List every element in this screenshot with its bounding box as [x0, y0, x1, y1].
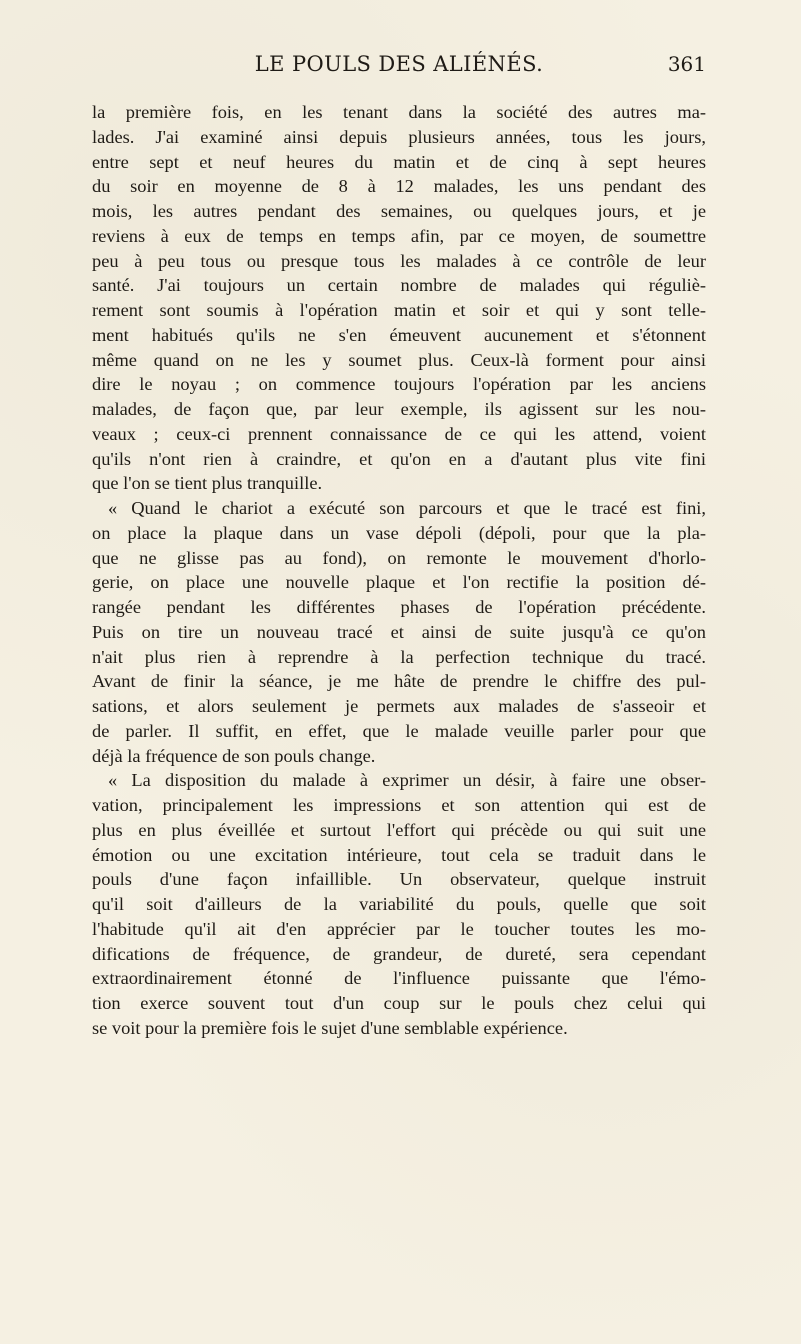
text-line: sations, et alors seulement je permets aux malades de s'asseoir et [92, 696, 706, 716]
text-line: la première fois, en les tenant dans la société des autres ma- [92, 102, 706, 122]
text-line: veaux ; ceux-ci prennent connaissance de ce qui les attend, voient [92, 423, 706, 444]
text-line: du soir en moyenne de 8 à 12 malades, les uns pendant des [92, 176, 706, 197]
text-line: que l'on se tient plus tranquille. [92, 473, 323, 494]
text-line: ment habitués qu'ils ne s'en émeuvent aucunement et s'étonnent [92, 324, 706, 345]
text-line: rement sont soumis à l'opération matin et soir et qui y sont telle- [92, 300, 706, 320]
text-line: qu'il soit d'ailleurs de la variabilité du pouls, quelle que soit [92, 894, 706, 914]
page-number: 361 [667, 52, 706, 76]
text-line: entre sept et neuf heures du matin et de cinq à sept heures [92, 151, 706, 172]
text-line: plus en plus éveillée et surtout l'effort qui précède ou qui suit une [92, 819, 706, 840]
text-line: pouls d'une façon infaillible. Un observateur, quelque instruit [92, 869, 706, 890]
text-line: extraordinairement étonné de l'influence puissante que l'émo- [92, 968, 706, 989]
text-line: même quand on ne les y soumet plus. Ceux-là forment pour ainsi [92, 349, 706, 370]
text-line: dire le noyau ; on commence toujours l'opération par les anciens [92, 374, 706, 395]
running-head [92, 52, 706, 80]
running-title: LE POULS DES ALIÉNÉS. [254, 52, 544, 76]
text-line: lades. J'ai examiné ainsi depuis plusieurs années, tous les jours, [92, 126, 706, 147]
text-line: qu'ils n'ont rien à craindre, et qu'on en a d'autant plus vite fini [92, 448, 706, 469]
text-line: rangée pendant les différentes phases de l'opération précédente. [92, 597, 706, 617]
text-line: santé. J'ai toujours un certain nombre de malades qui réguliè- [92, 275, 706, 296]
text-line: mois, les autres pendant des semaines, ou quelques jours, et je [92, 201, 706, 221]
text-line: Puis on tire un nouveau tracé et ainsi de suite jusqu'à ce qu'on [92, 621, 706, 642]
text-line: Avant de finir la séance, je me hâte de prendre le chiffre des pul- [92, 671, 706, 692]
text-line: n'ait plus rien à reprendre à la perfection technique du tracé. [92, 646, 706, 667]
text-line: de parler. Il suffit, en effet, que le malade veuille parler pour que [92, 720, 706, 741]
text-line: « La disposition du malade à exprimer un désir, à faire une obser- [108, 770, 706, 791]
text-line: peu à peu tous ou presque tous les malades à ce contrôle de leur [92, 250, 706, 271]
text-line: « Quand le chariot a exécuté son parcours et que le tracé est fini, [108, 498, 706, 518]
text-line: vation, principalement les impressions et son attention qui est de [92, 795, 706, 815]
text-line: on place la plaque dans un vase dépoli (dépoli, pour que la pla- [92, 522, 706, 543]
text-line: se voit pour la première fois le sujet d'une semblable expérience. [92, 1017, 568, 1038]
text-line: reviens à eux de temps en temps afin, par ce moyen, de soumettre [92, 225, 706, 246]
text-line: l'habitude qu'il ait d'en apprécier par le toucher toutes les mo- [92, 918, 706, 939]
text-line: gerie, on place une nouvelle plaque et l'on rectifie la position dé- [92, 572, 706, 593]
body-text [92, 100, 706, 1041]
text-line: émotion ou une excitation intérieure, tout cela se traduit dans le [92, 844, 706, 865]
text-line: que ne glisse pas au fond), on remonte le mouvement d'horlo- [92, 547, 706, 568]
text-line: tion exerce souvent tout d'un coup sur le pouls chez celui qui [92, 993, 706, 1013]
text-line: déjà la fréquence de son pouls change. [92, 745, 376, 766]
text-line: difications de fréquence, de grandeur, de dureté, sera cependant [92, 943, 706, 964]
text-line: malades, de façon que, par leur exemple, ils agissent sur les nou- [92, 399, 706, 419]
